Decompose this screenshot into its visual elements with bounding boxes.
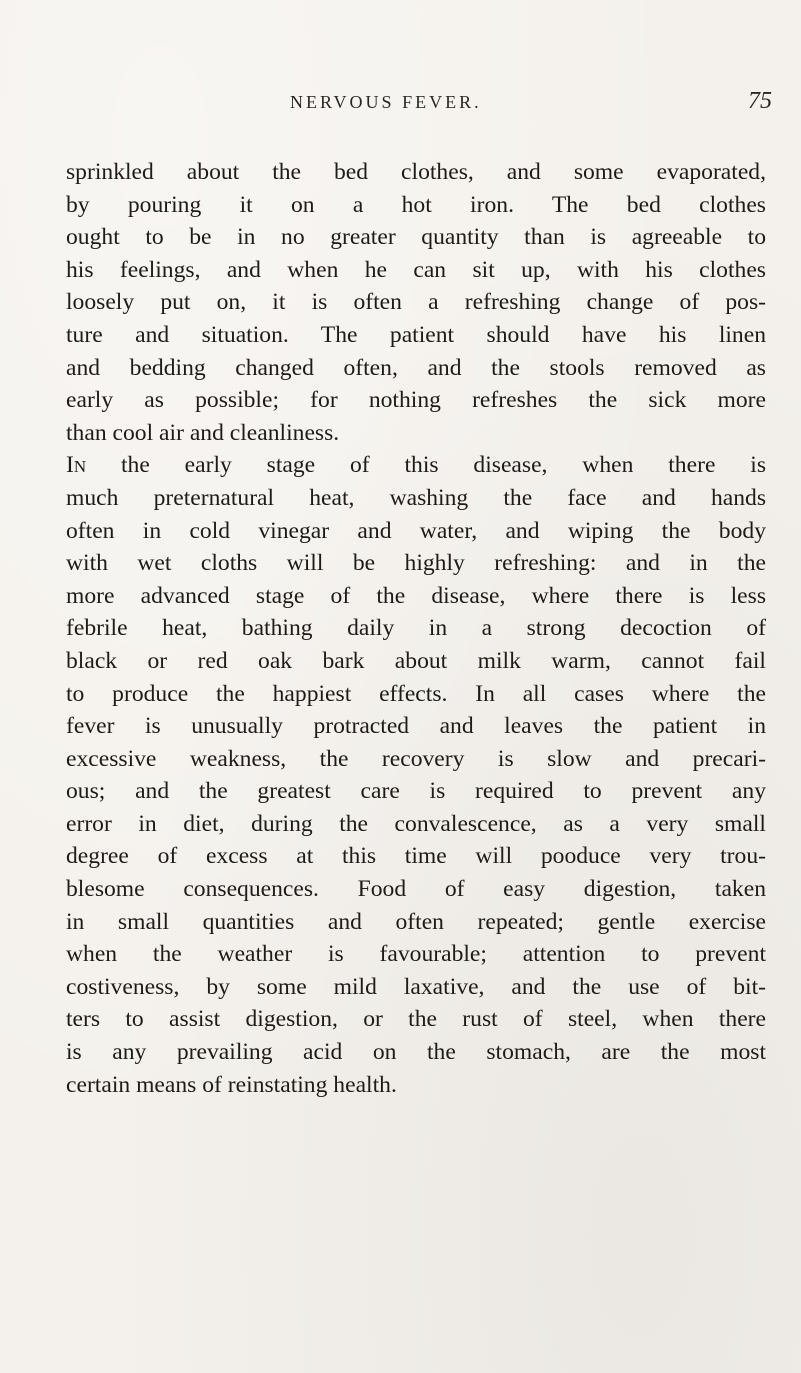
text-line: blesome consequences. Food of easy digestion, taken: [66, 876, 766, 903]
text-line: with wet cloths will be highly refreshing: and in the: [66, 550, 766, 577]
text-line: more advanced stage of the disease, where there is less: [66, 582, 766, 609]
text-line: black or red oak bark about milk warm, cannot fail: [66, 647, 766, 674]
text-line: ture and situation. The patient should have his linen: [66, 321, 766, 348]
text-line: loosely put on, it is often a refreshing change of pos-: [66, 289, 766, 316]
lead-word: In: [66, 452, 87, 479]
paragraph-1: [66, 156, 766, 449]
body-text: [66, 156, 766, 1101]
running-head: [0, 88, 801, 122]
text-line: early as possible; for nothing refreshes the sick more: [66, 387, 766, 414]
text-line: his feelings, and when he can sit up, with his clothes: [66, 256, 766, 283]
paragraph-2: [66, 449, 766, 1101]
text-line: when the weather is favourable; attention to prevent: [66, 941, 766, 968]
text-line: and bedding changed often, and the stools removed as: [66, 354, 766, 381]
text-line: error in diet, during the convalescence, as a very small: [66, 810, 766, 837]
lead-line-text: the early stage of this disease, when there is: [86, 452, 766, 479]
text-line: ought to be in no greater quantity than is agreeable to: [66, 224, 766, 251]
running-title: NERVOUS FEVER.: [290, 92, 482, 112]
text-line: certain means of reinstating health.: [66, 1071, 397, 1098]
text-line-first: [66, 449, 766, 482]
text-line: is any prevailing acid on the stomach, are the most: [66, 1039, 766, 1066]
text-line: than cool air and cleanliness.: [66, 419, 340, 446]
text-line: febrile heat, bathing daily in a strong decoction of: [66, 615, 766, 642]
text-line: to produce the happiest effects. In all cases where the: [66, 680, 766, 707]
text-line: ous; and the greatest care is required to prevent any: [66, 778, 766, 805]
text-line: sprinkled about the bed clothes, and some evaporated,: [66, 159, 766, 185]
text-line: in small quantities and often repeated; gentle exercise: [66, 908, 766, 935]
text-line: ters to assist digestion, or the rust of steel, when there: [66, 1006, 766, 1033]
text-line: costiveness, by some mild laxative, and the use of bit-: [66, 973, 766, 1000]
text-line: fever is unusually protracted and leaves the patient in: [66, 713, 766, 740]
text-line: often in cold vinegar and water, and wiping the body: [66, 517, 766, 544]
text-line: by pouring it on a hot iron. The bed clothes: [66, 191, 766, 218]
page-number: 75: [748, 88, 772, 114]
text-line: degree of excess at this time will pooduce very trou-: [66, 843, 766, 870]
text-line: much preternatural heat, washing the face and hands: [66, 484, 766, 511]
text-line: excessive weakness, the recovery is slow and precari-: [66, 745, 766, 772]
